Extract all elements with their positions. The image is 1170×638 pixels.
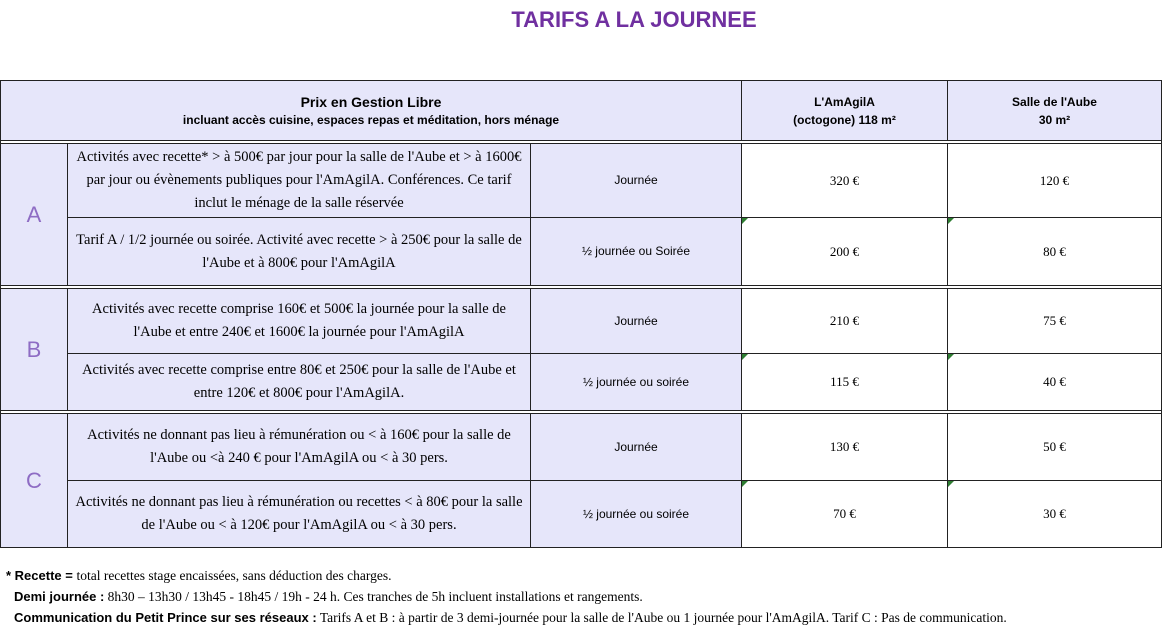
footnote-recette — [6, 565, 1166, 586]
tier-letter-b: B — [1, 289, 68, 411]
price-amagila: 130 € — [742, 414, 948, 481]
price-amagila: 210 € — [742, 289, 948, 354]
header-main-subtitle: incluant accès cuisine, espaces repas et méditation, hors ménage — [182, 113, 560, 127]
price-aube: 120 € — [948, 144, 1162, 218]
price-aube: 30 € — [948, 481, 1162, 548]
row-period: ½ journée ou Soirée — [531, 218, 742, 286]
row-description: Activités avec recette comprise 160€ et 500€ la journée pour la salle de l'Aube et entre 240€ et 1600€ la journée pour l'AmAgilA — [68, 289, 531, 354]
header-main-title: Prix en Gestion Libre — [300, 94, 442, 110]
row-period: ½ journée ou soirée — [531, 354, 742, 411]
footnotes — [6, 565, 1166, 628]
footnote-comm-text: Tarifs A et B : à partir de 3 demi-journée pour la salle de l'Aube ou 1 journée pour l'AmAgilA. Tarif C : Pas de communication. — [316, 610, 1007, 625]
footnote-comm-label: Communication du Petit Prince sur ses réseaux : — [14, 610, 317, 625]
header-amagila-size: (octogone) 118 m² — [793, 112, 896, 127]
footnote-demi-label: Demi journée : — [14, 589, 105, 604]
header-aube-name: Salle de l'Aube — [1012, 94, 1097, 109]
header-aube — [948, 81, 1162, 141]
footnote-demi-text: 8h30 – 13h30 / 13h45 - 18h45 / 19h - 24 h. Ces tranches de 5h incluent installations et rangements. — [104, 589, 643, 604]
row-period: Journée — [531, 414, 742, 481]
price-aube: 50 € — [948, 414, 1162, 481]
tier-letter-c: C — [1, 414, 68, 548]
row-description: Activités avec recette* > à 500€ par jour pour la salle de l'Aube et > à 1600€ par jour ou évènements publiques pour l'AmAgilA. Conférences. Ce tarif inclut le ménage de la salle réservée — [68, 144, 531, 218]
header-aube-size: 30 m² — [1038, 112, 1071, 127]
price-amagila: 115 € — [742, 354, 948, 411]
price-aube: 80 € — [948, 218, 1162, 286]
row-period: Journée — [531, 289, 742, 354]
table-row — [1, 144, 1162, 218]
row-period: Journée — [531, 144, 742, 218]
footnote-recette-label: * Recette = — [6, 568, 77, 583]
header-amagila-name: L'AmAgilA — [814, 94, 875, 109]
row-description: Activités ne donnant pas lieu à rémunération ou recettes < à 80€ pour la salle de l'Aube ou < à 120€ pour l'AmAgilA ou < à 30 pers. — [68, 481, 531, 548]
tariff-table — [0, 80, 1162, 548]
footnote-recette-text: total recettes stage encaissées, sans déduction des charges. — [76, 568, 392, 583]
header-amagila — [742, 81, 948, 141]
table-row — [1, 354, 1162, 411]
price-aube: 75 € — [948, 289, 1162, 354]
footnote-demi-journee — [6, 586, 1166, 607]
table-row — [1, 289, 1162, 354]
price-amagila: 70 € — [742, 481, 948, 548]
price-aube: 40 € — [948, 354, 1162, 411]
price-amagila: 320 € — [742, 144, 948, 218]
page-title: TARIFS A LA JOURNEE — [511, 7, 757, 32]
table-row — [1, 414, 1162, 481]
footnote-communication — [6, 607, 1166, 628]
table-row — [1, 481, 1162, 548]
row-description: Activités avec recette comprise entre 80€ et 250€ pour la salle de l'Aube et entre 120€ et 800€ pour l'AmAgilA. — [68, 354, 531, 411]
row-description: Tarif A / 1/2 journée ou soirée. Activité avec recette > à 250€ pour la salle de l'Aube et à 800€ pour l'AmAgilA — [68, 218, 531, 286]
table-row — [1, 218, 1162, 286]
row-period: ½ journée ou soirée — [531, 481, 742, 548]
price-amagila: 200 € — [742, 218, 948, 286]
header-row — [1, 81, 1162, 141]
row-description: Activités ne donnant pas lieu à rémunération ou < à 160€ pour la salle de l'Aube ou <à 240 € pour l'AmAgilA ou < à 30 pers. — [68, 414, 531, 481]
tier-letter-a: A — [1, 144, 68, 286]
header-main-cell — [1, 81, 742, 141]
